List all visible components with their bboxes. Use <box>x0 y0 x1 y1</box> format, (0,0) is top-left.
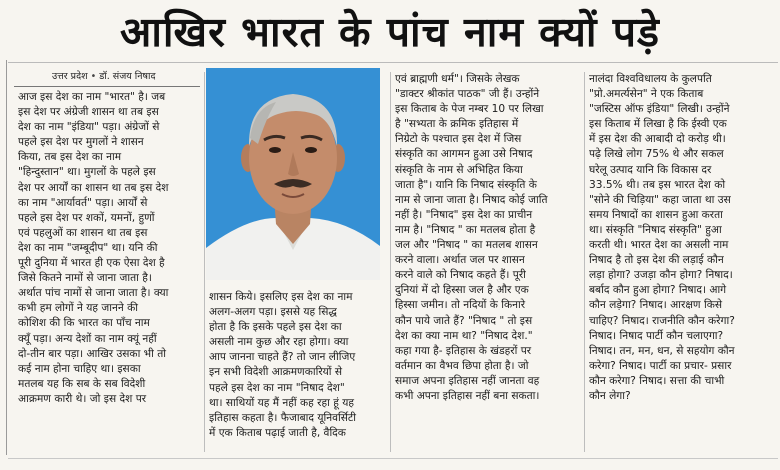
article-text-line: कौन लड़ेगा? निषाद। आरक्षण किसे <box>589 299 722 312</box>
article-text-line: "डाक्टर श्रीकांत पाठक" जी हैं। उन्होंने <box>395 88 540 101</box>
article-text-line: निग्रेटो के पश्चात इस देश में जिस <box>395 133 522 146</box>
byline <box>52 71 156 83</box>
article-text-line: निषाद है तो इस देश की लड़ाई कौन <box>589 254 724 267</box>
article-text-line: जाता है"। यानि कि निषाद संस्कृति के <box>395 178 537 191</box>
article-text-line: देश का नाम "इंडिया" पड़ा। अंग्रेजों से <box>18 121 160 134</box>
article-text-line: इस देश पर अंग्रेजी शासन था तब इस <box>18 106 159 119</box>
article-text-line: क्यूँ पड़ा। अन्य देशों का नाम क्यूं नहीं <box>18 332 157 345</box>
article-text-line: आक्रमण कारी थे। जो इस देश पर <box>18 392 147 405</box>
article-text-line: शासन किये। इसलिए इस देश का नाम <box>209 291 353 303</box>
article-text-line: समय निषादों का शासन हुआ करता <box>589 208 723 221</box>
article-text-line: पढ़े लिखे लोग 75% थे और सकल <box>589 148 724 161</box>
byline-location: उत्तर प्रदेश <box>52 71 88 82</box>
article-text-line: 33.5% थी। तब इस भारत देश को <box>589 178 726 191</box>
article-text-line: बर्बाद कौन हुआ होगा? निषाद। आगे <box>589 284 727 297</box>
article-text-line: आज इस देश का नाम "भारत" है। जब <box>18 91 166 103</box>
article-text-line: आप जानना चाहते हैं? तो जान लीजिए <box>209 351 356 364</box>
left-margin-rule <box>6 60 7 455</box>
article-text-line: नहीं है। "निषाद" इस देश का प्राचीन <box>395 208 533 221</box>
article-text-line: संस्कृति का आगमन हुआ उसे निषाद <box>395 148 533 161</box>
column-divider <box>584 72 585 452</box>
article-text-line: लड़ा होगा? उजड़ा कौन होगा? निषाद। <box>589 269 733 282</box>
article-text-line: पूरी दुनिया में भारत ही एक ऐसा देश है <box>18 257 165 270</box>
article-text-line: अलग-अलग पड़ा। इससे यह सिद्ध <box>209 306 337 319</box>
column-divider <box>204 72 205 452</box>
column-divider <box>390 72 391 452</box>
article-text-line: होता है कि इसके पहले इस देश का <box>209 321 342 334</box>
article-text-line: दो-तीन बार पड़ा। आखिर उसका भी तो <box>18 347 167 360</box>
article-text-line: में एक किताब पढ़ाई जाती है, वैदिक <box>209 426 346 439</box>
article-text-line: घरेलू उत्पाद यानि कि विकास दर <box>589 163 712 176</box>
article-text-line: किया, तब इस देश का नाम <box>18 151 122 164</box>
article-text-line: हिस्सा जमीन। तो नदियों के किनारे <box>395 299 526 312</box>
article-text-line: कहा गया है- इतिहास के खंडहरों पर <box>395 344 532 357</box>
article-text-line: देश पर आर्यों का शासन था तब इस देश <box>18 181 169 194</box>
article-column-2 <box>209 290 386 460</box>
article-text-line: कभी अपना इतिहास नहीं बना सकता। <box>395 389 540 402</box>
article-column-3 <box>395 72 575 457</box>
article-text-line: चाहिए? निषाद। राजनीति कौन करेगा? <box>589 314 735 327</box>
article-text-line: जल और "निषाद " का मतलब शासन <box>395 239 538 252</box>
article-text-line: निषाद। निषाद पार्टी कौन चलाएगा? <box>589 329 724 342</box>
article-text-line: पहले इस देश का नाम "निषाद देश" <box>209 381 345 394</box>
article-text-line: कई नाम होना चाहिए था। इसका <box>18 362 141 375</box>
article-text-line: पहले इस देश पर मुगलों ने शासन <box>18 136 144 149</box>
article-text-line: इस किताब में लिखा है कि ईस्वी एक <box>589 118 727 131</box>
article-text-line: मतलब यह कि सब के सब विदेशी <box>18 377 146 390</box>
article-text-line: इस किताब के पेज नम्बर 10 पर लिखा <box>395 103 544 116</box>
article-text-line: करने वाले को निषाद कहते हैं। पूरी <box>395 269 526 282</box>
article-text-line: निषाद। तन, मन, धन, से सहयोग कौन <box>589 344 735 357</box>
article-text-line: नाम है। "निषाद " का मतलब होता है <box>395 223 536 236</box>
article-text-line: "जस्टिस ऑफ इंडिया" लिखी। उन्होंने <box>589 103 730 116</box>
article-text-line: था। संस्कृति "निषाद संस्कृति" हुआ <box>589 223 722 236</box>
article-column-1 <box>18 90 200 460</box>
article-text-line: था। साथियों यह मैं नहीं कह रहा हूं यह <box>209 396 354 409</box>
article-text-line: करने वाला। अर्थात जल पर शासन <box>395 254 525 267</box>
article-text-line: पहले इस देश पर शकों, यमनों, हुणों <box>18 211 155 224</box>
headline-divider <box>8 62 778 63</box>
article-text-line: है "सभ्यता के क्रमिक इतिहास में <box>395 118 519 131</box>
article-text-line: करेगा? निषाद। पार्टी का प्रचार- प्रसार <box>589 359 732 372</box>
article-text-line: जिसे कितने नामों से जाना जाता है। <box>18 272 152 285</box>
byline-separator: • <box>90 71 97 82</box>
byline-divider <box>14 86 200 87</box>
article-text-line: समाज अपना इतिहास नहीं जानता वह <box>395 374 540 387</box>
article-text-line: असली नाम कुछ और रहा होगा। क्या <box>209 336 349 349</box>
article-text-line: कौन लेगा? <box>589 389 631 402</box>
article-text-line: नालंदा विश्वविधालय के कुलपति <box>589 73 712 85</box>
article-text-line: देश का नाम "जम्बूदीप" था। यनि की <box>18 241 158 254</box>
article-text-line: "प्रो.अमर्त्यसेन" ने एक किताब <box>589 88 704 101</box>
byline-author: डॉ. संजय निषाद <box>99 71 156 82</box>
article-text-line: कौन पाये जाते हैं? "निषाद " तो इस <box>395 314 533 327</box>
headline: आखिर भारत के पांच नाम क्यों पड़े <box>120 8 660 56</box>
article-text-line: देश का क्या नाम था? "निषाद देश." <box>395 329 533 342</box>
article-text-line: नाम से जाना जाता है। निषाद कोई जाति <box>395 193 548 206</box>
article-text-line: वर्तमान का वैभव छिपा होता है। जो <box>395 359 529 372</box>
article-text-line: संस्कृति के नाम से अभिहित किया <box>395 163 523 176</box>
article-text-line: में इस देश की आबादी दो करोड़ थी। <box>589 133 726 146</box>
article-text-line: एवं ब्राह्मणी धर्म"। जिसके लेखक <box>395 73 520 85</box>
article-text-line: एवं पहलुओं का शासन था तब इस <box>18 226 148 239</box>
article-text-line: का नाम "आर्यावर्त" पड़ा। आर्यों से <box>18 196 148 209</box>
article-text-line: इतिहास कहता है। फैजाबाद यूनिवर्सिटी <box>209 411 357 424</box>
article-text-line: कोशिश की कि भारत का पाँच नाम <box>18 317 150 330</box>
bottom-border <box>8 458 778 459</box>
article-text-line: इन सभी विदेशी आक्रमणकारियों से <box>209 366 343 379</box>
article-text-line: "हिन्दुस्तान" था। मुगलों के पहले इस <box>18 166 156 179</box>
author-portrait-image <box>206 68 380 280</box>
article-text-line: कभी हम लोगों ने यह जानने की <box>18 302 139 315</box>
article-text-line: अर्थात पांच नामों से जाना जाता है। क्या <box>18 287 169 300</box>
article-column-4 <box>589 72 774 457</box>
article-text-line: करती थी। भारत देश का असली नाम <box>589 239 729 252</box>
article-text-line: कौन करेगा? निषाद। सत्ता की चाभी <box>589 374 725 387</box>
article-text-line: दुनियां में दो हिस्सा जल है और एक <box>395 284 529 297</box>
article-text-line: "सोने की चिड़िया" कहा जाता था उस <box>589 193 731 206</box>
author-photo <box>206 68 380 280</box>
